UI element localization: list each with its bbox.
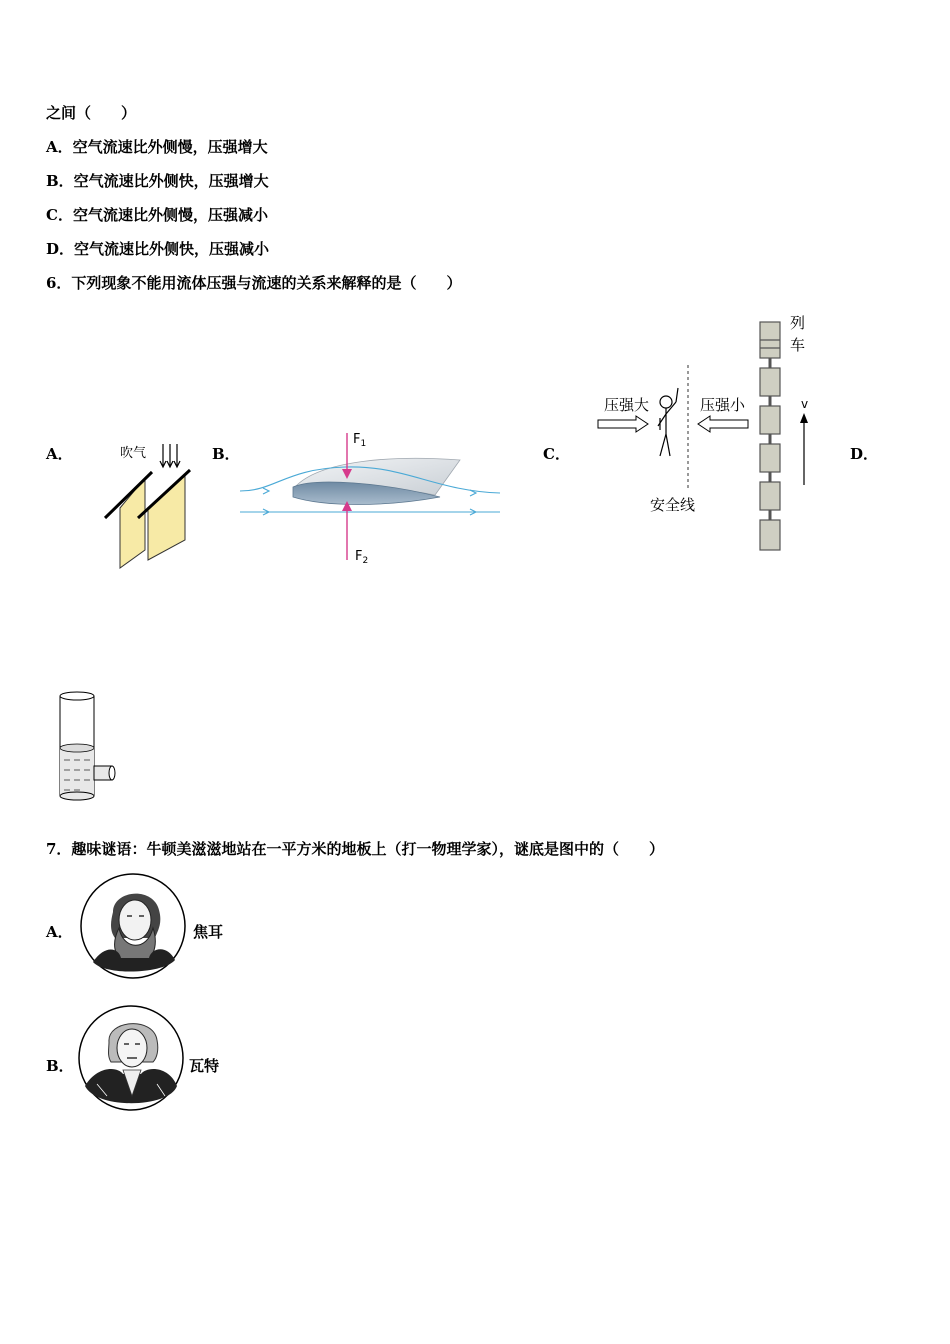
q7-name-b: 瓦特 (189, 1057, 220, 1075)
label-low-pressure: 压强小 (700, 396, 746, 414)
label-high-pressure: 压强大 (604, 396, 650, 414)
q6-label-c: C． (543, 445, 570, 463)
label-train-1: 列 (790, 314, 806, 332)
q6-label-a: A． (46, 445, 73, 463)
q5-option-a: A．空气流速比外侧慢，压强增大 (46, 138, 268, 156)
paper-right (148, 474, 185, 560)
q7-label-b: B． (46, 1057, 74, 1075)
arrows-down-icon (160, 444, 180, 467)
q6-label-d: D． (850, 445, 879, 463)
q5-option-d: D．空气流速比外侧快，压强减小 (46, 240, 270, 258)
q5-option-c: C．空气流速比外侧慢，压强减小 (46, 206, 268, 224)
q5-stem-end: 之间（ ） (46, 104, 137, 122)
person-icon (658, 388, 678, 456)
q7-label-a: A． (46, 923, 73, 941)
q6-label-b: B． (212, 445, 240, 463)
q6-stem: 6．下列现象不能用流体压强与流速的关系来解释的是（ ） (46, 274, 462, 292)
portrait-joule (79, 872, 187, 980)
arrow-right-icon (598, 416, 648, 432)
label-velocity: v (801, 397, 809, 411)
force-f2-label: $F_2$ (355, 549, 369, 566)
q5-option-b: B．空气流速比外侧快，压强增大 (46, 172, 269, 190)
arrow-left-icon (698, 416, 748, 432)
q7-stem: 7．趣味谜语：牛顿美滋滋地站在一平方米的地板上（打一物理学家），谜底是图中的（ ） (46, 840, 664, 858)
figure-b-airfoil (235, 425, 505, 570)
figure-c-train (590, 310, 830, 560)
label-train-2: 车 (790, 336, 806, 354)
figure-d-tube (52, 690, 122, 808)
figure-a-caption: 吹气 (120, 446, 147, 461)
force-f1-label: $F_1$ (353, 432, 367, 449)
figure-a-papers (100, 440, 200, 575)
portrait-watt (77, 1004, 185, 1112)
label-safety-line: 安全线 (650, 496, 696, 514)
q7-name-a: 焦耳 (193, 923, 224, 941)
